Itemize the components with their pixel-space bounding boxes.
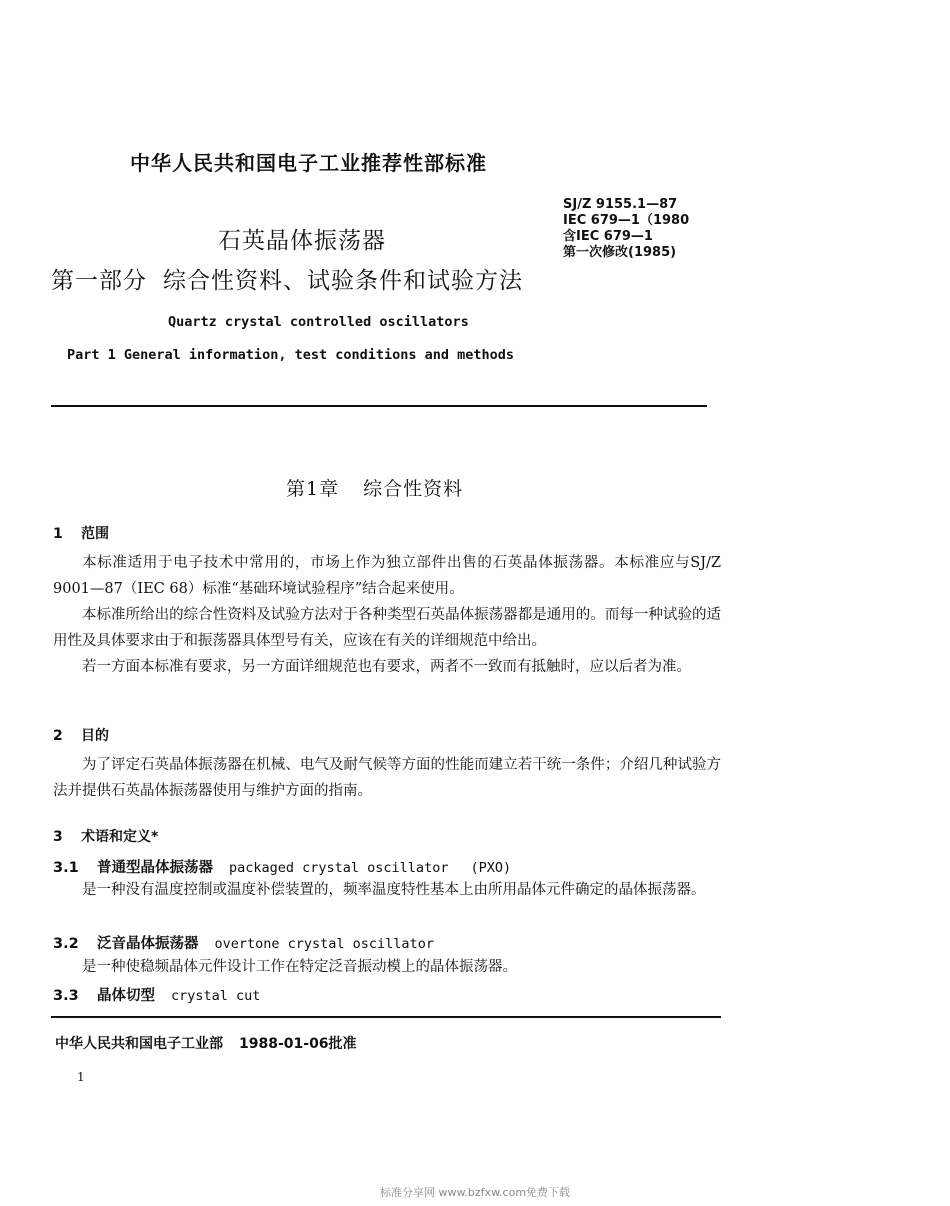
standard-category-line: 中华人民共和国电子工业推荐性部标准 <box>130 151 487 175</box>
term-3-2 <box>53 932 434 953</box>
section-number: 2 <box>53 728 63 744</box>
term-abbr: (PXO) <box>470 860 512 876</box>
paragraph: 为了评定石英晶体振荡器在机械、电气及耐气候等方面的性能而建立若干统一条件；介绍几种试验方法并提供石英晶体振荡器使用与维护方面的指南。 <box>53 757 721 799</box>
footer-divider <box>51 1016 721 1018</box>
term-3-1-definition <box>53 877 721 903</box>
chapter-heading <box>286 474 463 501</box>
section-1-heading <box>53 523 109 543</box>
title-cn: 石英晶体振荡器 <box>218 228 386 254</box>
section-number: 1 <box>53 526 63 542</box>
issuing-authority: 中华人民共和国电子工业部 <box>55 1036 223 1052</box>
subtitle-cn <box>51 262 523 295</box>
iec-code-inclusion: 含IEC 679—1 <box>563 229 653 244</box>
term-3-1 <box>53 856 511 877</box>
section-3-heading <box>53 826 158 846</box>
section-number: 3 <box>53 829 63 845</box>
term-en: crystal cut <box>171 988 261 1004</box>
term-cn: 晶体切型 <box>97 988 155 1004</box>
page-number: 1 <box>77 1070 85 1084</box>
section-2-body <box>53 752 721 804</box>
paragraph: 本标准适用于电子技术中常用的，市场上作为独立部件出售的石英晶体振荡器。本标准应与SJ/Z 9001—87（IEC 68）标准“基础环境试验程序”结合起来使用。 <box>53 555 721 597</box>
amendment-note: 第一次修改(1985) <box>563 245 677 260</box>
paragraph: 若一方面本标准有要求，另一方面详细规范也有要求，两者不一致而有抵触时，应以后者为准。 <box>82 659 691 675</box>
approval-date: 1988-01-06批准 <box>239 1036 357 1052</box>
approval-line <box>55 1033 357 1053</box>
section-title: 术语和定义* <box>81 829 159 845</box>
term-3-2-definition <box>53 954 721 980</box>
part-title: 综合性资料、试验条件和试验方法 <box>163 268 523 294</box>
paragraph: 是一种没有温度控制或温度补偿装置的，频率温度特性基本上由所用晶体元件确定的晶体振荡器。 <box>82 882 706 898</box>
chapter-number: 第1章 <box>286 478 340 500</box>
iec-code: IEC 679—1（1980 <box>563 213 690 228</box>
watermark-text: 标准分享网 www.bzfxw.com免费下载 <box>379 1186 571 1199</box>
paragraph: 本标准所给出的综合性资料及试验方法对于各种类型石英晶体振荡器都是通用的。而每一种试验的适用性及具体要求由于和振荡器具体型号有关，应该在有关的详细规范中给出。 <box>53 607 721 649</box>
subtitle-en: Part 1 General information, test conditions and methods <box>67 347 515 363</box>
standard-code: SJ/Z 9155.1—87 <box>563 197 678 212</box>
term-number: 3.1 <box>53 860 79 876</box>
section-1-body <box>53 550 721 680</box>
section-2-heading <box>53 725 109 745</box>
term-cn: 普通型晶体振荡器 <box>97 860 213 876</box>
term-en: overtone crystal oscillator <box>214 936 434 952</box>
term-en: packaged crystal oscillator <box>229 860 449 876</box>
part-label: 第一部分 <box>51 268 147 294</box>
term-cn: 泛音晶体振荡器 <box>97 936 199 952</box>
standard-code-block <box>563 197 689 261</box>
paragraph: 是一种使稳频晶体元件设计工作在特定泛音振动模上的晶体振荡器。 <box>82 959 517 975</box>
title-en: Quartz crystal controlled oscillators <box>168 314 469 330</box>
section-title: 目的 <box>81 728 109 744</box>
chapter-title: 综合性资料 <box>363 478 464 500</box>
term-number: 3.3 <box>53 988 79 1004</box>
section-title: 范围 <box>81 526 109 542</box>
header-divider <box>51 405 707 407</box>
term-number: 3.2 <box>53 936 79 952</box>
term-3-3 <box>53 984 260 1005</box>
